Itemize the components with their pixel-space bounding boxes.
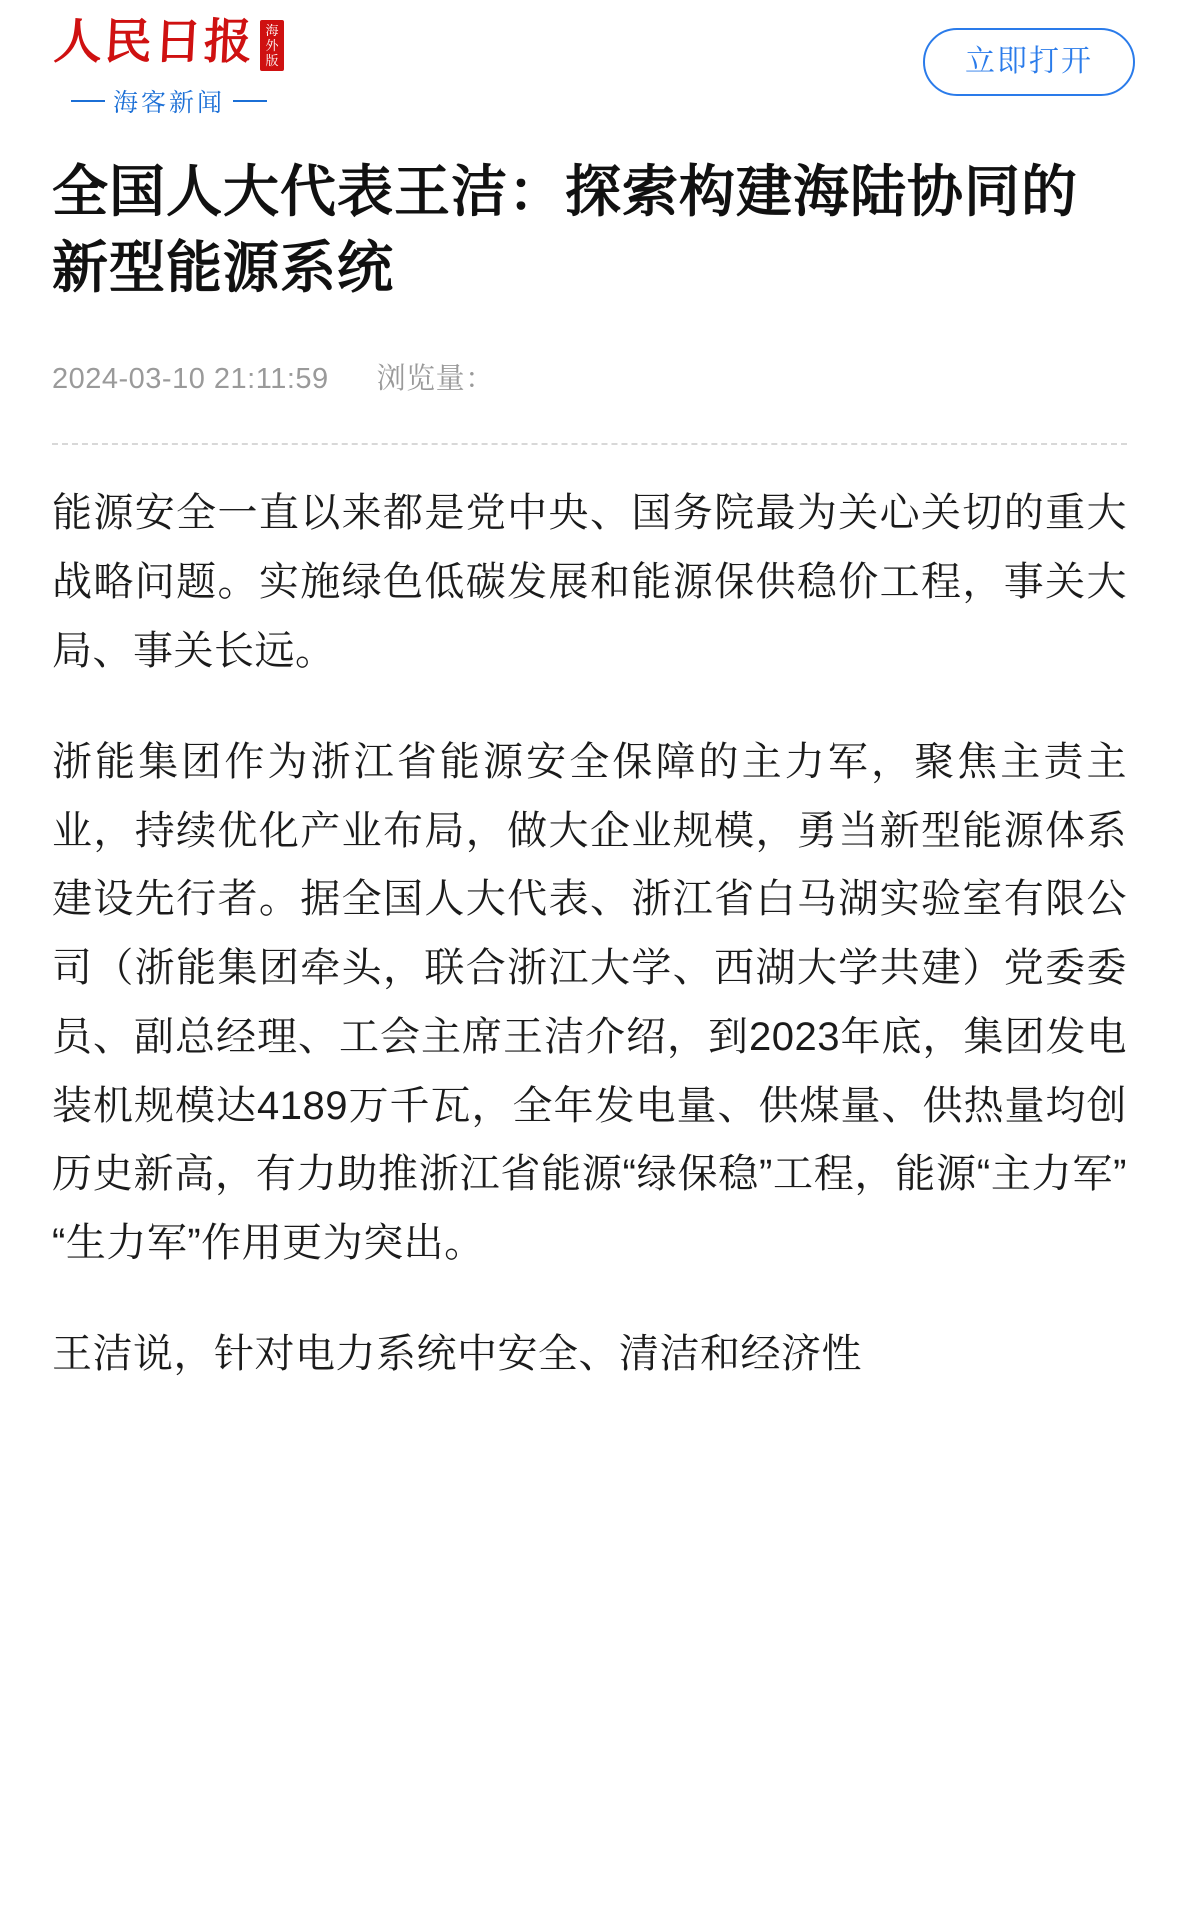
brand-subtitle xyxy=(71,83,267,119)
article-meta xyxy=(52,356,1127,397)
brand-badge: 海外版 xyxy=(260,20,284,71)
rule-left-icon xyxy=(71,100,105,102)
brand-subtitle-text: 海客新闻 xyxy=(112,89,225,117)
paragraph: 能源安全一直以来都是党中央、国务院最为关心关切的重大战略问题。实施绿色低碳发展和能源保供稳价工程，事关大局、事关长远。 xyxy=(52,491,1127,673)
open-app-button[interactable]: 立即打开 xyxy=(923,28,1135,96)
meta-divider xyxy=(52,443,1127,445)
article-content xyxy=(52,479,1127,1389)
site-header xyxy=(0,0,1179,132)
brand-logo-row xyxy=(52,14,284,71)
page-title: 全国人大代表王洁：探索构建海陆协同的新型能源系统 xyxy=(52,160,1078,300)
paragraph: 王洁说，针对电力系统中安全、清洁和经济性 xyxy=(52,1332,862,1377)
brand-logo[interactable] xyxy=(44,14,294,119)
rule-right-icon xyxy=(233,100,267,102)
brand-title: 人民日报 xyxy=(52,14,256,70)
view-count-label: 浏览量： xyxy=(376,363,495,396)
article-body xyxy=(0,154,1179,1389)
publish-date: 2024-03-10 21:11:59 xyxy=(52,363,329,396)
paragraph: 浙能集团作为浙江省能源安全保障的主力军，聚焦主责主业，持续优化产业布局，做大企业规模，勇当新型能源体系建设先行者。据全国人大代表、浙江省白马湖实验室有限公司（浙能集团牵头，联合浙江大学、西湖大学共建）党委委员、副总经理、工会主席王洁介绍，到2023年底，集团发电装机规模达4189万千瓦，全年发电量、供煤量、供热量均创历史新高，有力助推浙江省能源“绿保稳”工程，能源“主力军”“生力军”作用更为突出。 xyxy=(52,739,1127,1266)
